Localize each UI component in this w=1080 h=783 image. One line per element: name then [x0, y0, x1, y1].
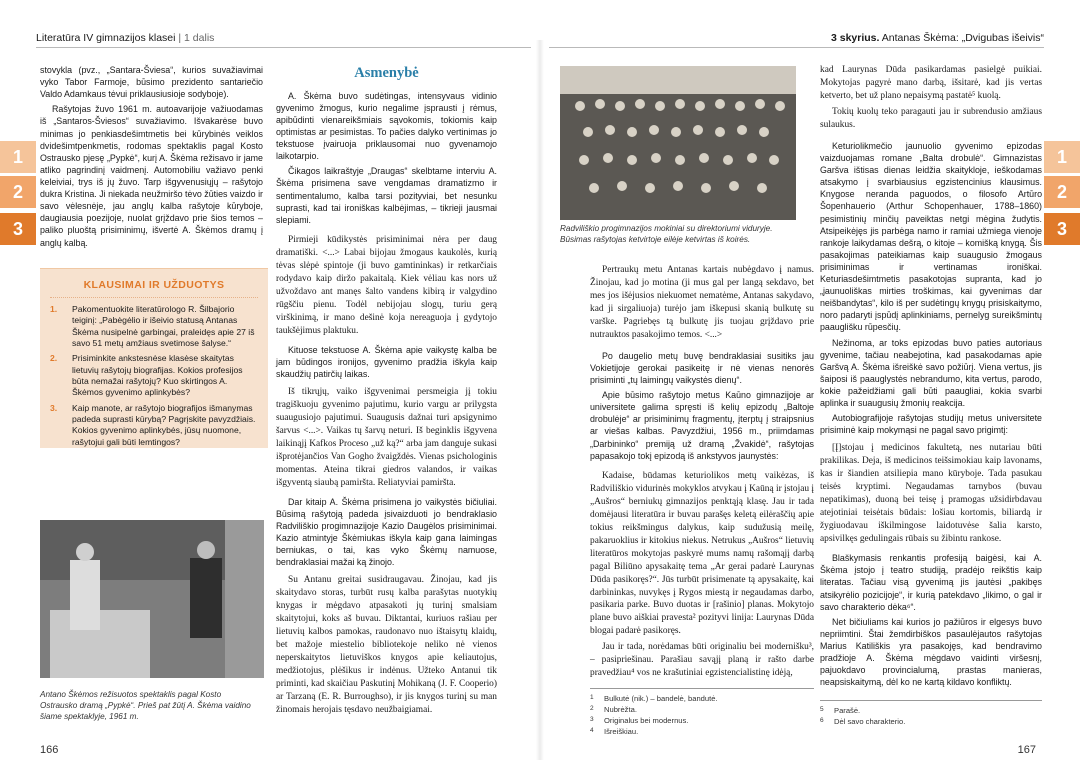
footnote-number: 6 [820, 717, 824, 724]
paragraph: Po daugelio metų buvę bendraklasiai susitiks jau Vokietijoje gerokai pasikeitę ir nė vienas nenorės prisiminti „tų laimingų vaikystės dienų“. [590, 350, 814, 386]
chapter-title: Antanas Škėma: „Dvigubas išeivis“ [879, 32, 1044, 44]
paragraph: Dar kitaip A. Škėma prisimena jo vaikystės bičiuliai. Būsimą rašytoją padeda įsivaizduoti jo bendraklasio Radviliškio progimnazijoje Kazio Daugėlos prisiminimai. Kazio atmintyje Škėmiukas iškyla kaip gana laimingas berniukas, o tai, kas vyko Škėmų namuose, bendraklasiai mažai ką žinojo. [276, 496, 497, 568]
book-title: Literatūra IV gimnazijos klasei [36, 32, 176, 44]
quote: Pertraukų metu Antanas kartais nubėgdavo į namus. Žinojau, kad jo motina (ji mus gal per langą sekdavo, bet mes jos išėjusios niekuomet nematėme, Antanas sakydavo, kad ji sirgaliuoja) turėjo jam iškepusi skanią bulkutę su varške. Pagriebęs tą bulkutę jis tuojau grįždavo prie nutrauktos pasakojimo temos. <...> [590, 265, 814, 340]
quote: Iš tikrųjų, vaiko išgyvenimai persmeigia jį tokiu tragiškuoju gyvenimo pajutimu, kurio vargu ar prilygsta suaugusiojo pajutimui. Suaugusis dažnai turi apsigynimo šarvus <...>. Vaikas tų šarvų neturi. Iš beginklis išgyvena laikinąjį Kafkos Proceso „už ką?“ arba jam danguje sukasi išprotėjančios Van Gogho žvaigždės. Vienas psichologinis momentas. Ateina tikrai giedros valandos, ir vaikas išgyventą siaubą pamiršta. Reliatyviai pamiršta. [276, 387, 497, 488]
footnotes-left [590, 688, 814, 737]
book-part: | 1 dalis [175, 32, 215, 44]
book-gutter [536, 40, 544, 760]
paragraph: stovykla (pvz., „Santara-Šviesa“, kurios suvažiavimai vyko Tabor Farmoje, būsimo prezidento santariečio Valdo Adamkaus tėvui priklausiusioje sodyboje). [40, 65, 263, 100]
column-4 [820, 64, 1042, 691]
paragraph: Kituose tekstuose A. Škėma apie vaikystę kalba be jam būdingos ironijos, gyvenimo pradžia iškyla kaip skaudžių patirčių laikas. [276, 344, 497, 379]
chapter-label: 3 skyrius. [830, 32, 880, 44]
column-2 [276, 64, 497, 720]
footnote-number: 1 [590, 694, 594, 701]
section-tab-2[interactable]: 2 [0, 176, 36, 208]
column-1 [40, 64, 263, 252]
paragraph: Nežinoma, ar toks epizodas buvo paties autoriaus gyvenime, tačiau neabejotina, kad pasakodamas apie Garšvą A. Škėma išreiškė savo požiūrį. Viena vertus, jis šaiposi iš paauglystės nebrandumo, kita vertus, parodo, kokie pažeidžiami gali būti paaugliai, kokia svarbi aplinka ir suaugusių žmonių reakcija. [820, 337, 1042, 409]
question-item [50, 304, 258, 349]
section-tab-1-right[interactable]: 1 [1044, 141, 1080, 173]
paragraph: Blaškymasis renkantis profesiją baigėsi, kai A. Škėma įstojo į teatro studiją, pradėjo reikštis kaip literatas. Tačiau visą gyvenimą jis jautėsi „pakibęs atsikyrėlio pozicijoje“, ir kurią patekdavo „likimo, o gal ir savo charakterio dėka⁶“. [820, 553, 1042, 612]
footnote-text: Parašė. [834, 706, 861, 715]
questions-box [40, 268, 268, 448]
quote: Su Antanu greitai susidraugavau. Žinojau, kad jis skaitydavo storas, turbūt rusų kalba parašytas nuotykių knygas ir mėgdavo atpasakoti jų turinį smalsiam skaitytojui, koks aš buvau. Diktantai, kuriuos rašiau per lietuvių kalbos pamokas, raudonavo nuo ištaisytų klaidų, bet mažoje miestelio bibliotekoje neliko nė vienos neperskaitytos lietuviškos knygos apie keliautojus, medžiotojus, plėšikus ir indėnus. Užteko Antanui tik priminti, kad skaičiau Paskutinį Mohikaną (J. F. Cooperio) ar Tarzaną (E. R. Burroughso), ir jis knygos turinį su man žinomais herojais tęsdavo neužbaigiamai. [276, 575, 497, 716]
footnote [590, 726, 814, 737]
running-header-left [36, 0, 214, 44]
footnote [590, 704, 814, 715]
footnote-text: Nubrėžta. [604, 705, 637, 714]
question-number: 3. [50, 402, 58, 413]
photo-caption-right: Radviliškio progimnazijos mokiniai su direktoriumi viduryje. Būsimas rašytojas ketvirtoje eilėje ketvirtas iš koirės. [560, 224, 773, 244]
question-item [50, 403, 258, 448]
footnote-number: 5 [820, 706, 824, 713]
running-header-right [831, 0, 1044, 44]
page-number-left: 166 [40, 744, 59, 756]
footnotes-right [820, 700, 1042, 727]
theatre-photo [40, 520, 264, 678]
question-item [50, 353, 258, 398]
footnote [820, 716, 1042, 727]
theatre-photo-illustration [40, 520, 264, 678]
section-tab-3[interactable]: 3 [0, 213, 36, 245]
footnote-text: Išreiškiau. [604, 727, 639, 736]
questions-title: KLAUSIMAI IR UŽDUOTYS [50, 279, 258, 298]
question-text: Pakomentuokite literatūrologo R. Šilbajorio teiginį: „Pabėgėlio ir išeivio statusą Antanas Škėma nusipelnė garbingai, praleidęs apie 27 iš savo 51 metų amžiaus svetimose šalyse.“ [72, 304, 255, 349]
questions-list [50, 304, 258, 448]
header-rule-left [36, 47, 531, 48]
footnote-text: Bulkutė (nik.) – bandelė, bandutė. [604, 694, 718, 703]
quote: Kadaise, būdamas keturiolikos metų vaikėzas, iš Radviliškio vidurinės mokyklos atvykau į Kaūną ir įstojau į „Aušros“ berniukų gimnazijos penktąją klasę. Jau ir tada domėjausi literatūra ir buvau parašęs keletą eilėraščių apie tokius reikšmingus dalykus, kaip sudužusią meilę, pakaruoklius ir kitokius niekus. Netrukus „Aušros“ lietuvių literatūros mokytojas paskyrė mums namų rašomąjį darbą pagal Biliūno apysakaitę tema „Ar gerai padarė Laurynas Dūda pasikoręs?“. Jūs turbūt prisimenate tą apysakaitę, kai darbininkas, nuvykęs į Rygos miestą ir negaudamas darbo, pasikaria parke. Buvo duotas ir [rašinio] planas. Mokytojo plane buvo aiškiai pravesta² pozityvi linija: Laurynas Dūda blogai padarė pasikoręs. [590, 470, 814, 637]
footnote-number: 2 [590, 705, 594, 712]
question-number: 1. [50, 304, 58, 314]
header-rule-right [549, 47, 1044, 48]
quote: kad Laurynas Dūda pasikardamas pasielgė puikiai. Mokytojas pagyrė mano darbą, išsitarė, kad jis vertas ketverto, bet už plano nepaisymą pastatė⁵ kuolą. [820, 65, 1042, 101]
photo-caption-left: Antano Škėmos režisuotos spektaklis pagal Kosto Ostrausko dramą „Pypkė“. Prieš pat žūtį A. Škėma vaidino šiame spektaklyje, 1961 m. [40, 690, 251, 721]
quote: Tokių kuolų teko paragauti jau ir subrendusio amžiaus sulaukus. [820, 106, 1042, 130]
paragraph: Keturiolikmečio jaunuolio gyvenimo epizodas vaizduojamas romane „Balta drobulė“. Gimnazistas Garšva ištisas dienas leidžia skaitykloje, ieškodamas atsakymo į svarbiausius egzistencinius klausimus. Knygose neranda paguodos, o filosofo Artūro Šopenhauerio (Arthur Schopenhauer, 1788–1860) pesimistinių minčių paveiktas netgi mėgina žudytis. Atsipeikėjęs jis parbėga namo ir ramiai užmiega vienoje rankoje laikydamas dešrą, o kitoje – komišką knygą. Šis pasakojimas pateikiamas kaip suaugusio žmogaus prisiminimas ir vertinamas ironiškai. Keturiasdešimtmetis pasakotojas supranta, kad jo „jaunuoliškas mirties troškimas, kai gyvenimas dar neišbandytas“, kilo iš per sudėtingų knygų prisiskaitymo, noro padaryti įspūdį aplinkiniams, pernelyg sureikšmintų paauglišku rūpesčių. [820, 140, 1042, 333]
footnote [590, 693, 814, 704]
question-text: Kaip manote, ar rašytojo biografijos išmanymas padeda suprasti kūrybą? Pagrįskite pavyzdžiais. Kokios gyvenimo aplinkybės, jūsų nuomone, rašytojui gali būti lemtingos? [72, 402, 256, 447]
section-tab-3-right[interactable]: 3 [1044, 213, 1080, 245]
footnote [590, 715, 814, 726]
quote: [Į]stojau į medicinos fakultetą, nes nutariau būti prakilikas. Deja, iš medicinos teišsimokiau kaip lavonams, kas ir šiandien atsiliepia mano kūryboje. Tada pasukau teisės kryptimi. Negaudamas tarnybos (buvau nepatikimas), duoną bei teisę į pramogas užsidirbdavau atejotiniai teisėtais būdais: lošiau kortomis, biliardą ir žygiuodavau iškilmingose laidotuvėse šalia karsto, apsivilkęs gedulingais rūbais su žibintu rankose. [820, 443, 1042, 545]
question-number: 2. [50, 353, 58, 364]
quote: Pirmieji kūdikystės prisiminimai nėra per daug dramatiški. <...> Labai bijojau žmogaus kaukolės, kurią tėvas slėpė spintoje (ji buvo gamtininkas) ir retkarčiais rodydavo kaip diržo pakaitalą. Kiek vėliau kas nors už užvoždavo ant manęs šalto vandens kibirą ir valgydino rūgščiu pienu. Todėl nebijojau slogų, turiu gerą virškinimą, ir mano dešinė koja nereaguoja į gydytojo taukšėjimus plaktuku. [276, 234, 497, 336]
class-photo-illustration [560, 66, 796, 220]
footnote-number: 4 [590, 727, 594, 734]
section-heading: Asmenybė [354, 65, 419, 81]
column-3 [590, 264, 814, 683]
quote: Jau ir tada, norėdamas būti originaliu bei modernišku³, – pasipriešinau. Parašiau savąjį planą ir rašto darbe pravedžiau⁴ vos ne krašutiniai egzistencialistinę idėją, [590, 642, 814, 679]
footnote-text: Dėl savo charakterio. [834, 717, 906, 726]
page-number-right: 167 [1017, 744, 1036, 756]
paragraph: Autobiografijoje rašytojas studijų metus universitete prisiminė kaip mokymąsi ne pagal savo prigimtį: [820, 413, 1042, 436]
class-photo [560, 66, 796, 220]
footnote-number: 3 [590, 716, 594, 723]
section-tab-1[interactable]: 1 [0, 141, 36, 173]
paragraph: Net bičiuliams kai kurios jo pažiūros ir elgesys buvo nepriimtini. Štai žemdirbiškos pasaulėjautos rašytojas Marius Katiliškis yra pasakojęs, kad bendravimo pradžioje A. Škėma mėgdavo vaidinti viršesnį, pajuokdavo provincialumą, prastas manieras, neapsiskaitymą, dėl ko ne kartą kildavo konfliktų. [820, 616, 1042, 688]
section-tab-2-right[interactable]: 2 [1044, 176, 1080, 208]
paragraph: Apie būsimo rašytojo metus Kaūno gimnazijoje ar universitete galima spręsti iš kelių epizodų „Baltoje drobulėje“ ar prisiminimų fragmentų, įterptų į straipsnius ar viešas kalbas. Pavyzdžiui, 1956 m., priimdamas „Darbininko“ premiją už dramą „Žvakidė“, rašytojas papasakojo tokį epizodą iš ankstyvos jaunystės: [590, 390, 814, 461]
question-text: Prisiminkite ankstesnėse klasėse skaitytas lietuvių rašytojų biografijas. Kokios profesijos būta nemažai rašytojų? Kuo skirtingos A. Škėmos gyvenimo aplinkybės? [72, 353, 243, 398]
paragraph: Čikagos laikraštyje „Draugas“ skelbtame interviu A. Škėma prisimena save vengdamas dramatizmo ir sentimentalumo, kalba tarsi pozityviai, bet nesunku suprasti, kad tai ironiškas kalbėjimas, – tikrieji jausmai slepiami. [276, 166, 497, 225]
paragraph: Rašytojas žuvo 1961 m. autoavarijoje važiuodamas iš „Santaros-Šviesos“ suvažiavimo. Išvakarėse buvo minimas jo penkiasdešimtmetis bei kūrybinės veiklos dvidešimtpenkmetis, rodomas spektaklis pagal Kosto Ostrausko pjesę „Pypkė“, kurį A. Škėma režisavo ir jame atliko pagrindinį vaidmenį. Automobiliu važiavo penki keleiviai, trys iš jų žuvo. Tarp išgyvenusiųjų – rašytojo dukra Kristina. Ji niekada neužmiršo tėvo žūties vaizdo ir savo vėlesnėje, jau anglų kalba rašytoje kūryboje, daugiausia poezijoje, nuolat grįždavo prie šios temos – paliko pluoštą prisiminimų, išvertė A. Škėmos dramų į anglų kalbą. [40, 104, 263, 248]
footnote [820, 705, 1042, 716]
footnote-text: Originalus bei modernus. [604, 716, 689, 725]
paragraph: A. Škėma buvo sudėtingas, intensyvaus vidinio gyvenimo žmogus, kurio negalime įsprausti į rėmus, apibūdinti vienareikšmiais sąvokomis, tokiomis kaip optimistas ar pesimistas. To pačies dalyko vertinimas jo tekstuose įvairuoja priklausomai nuo gyvenamojo laikotarpio. [276, 90, 497, 162]
